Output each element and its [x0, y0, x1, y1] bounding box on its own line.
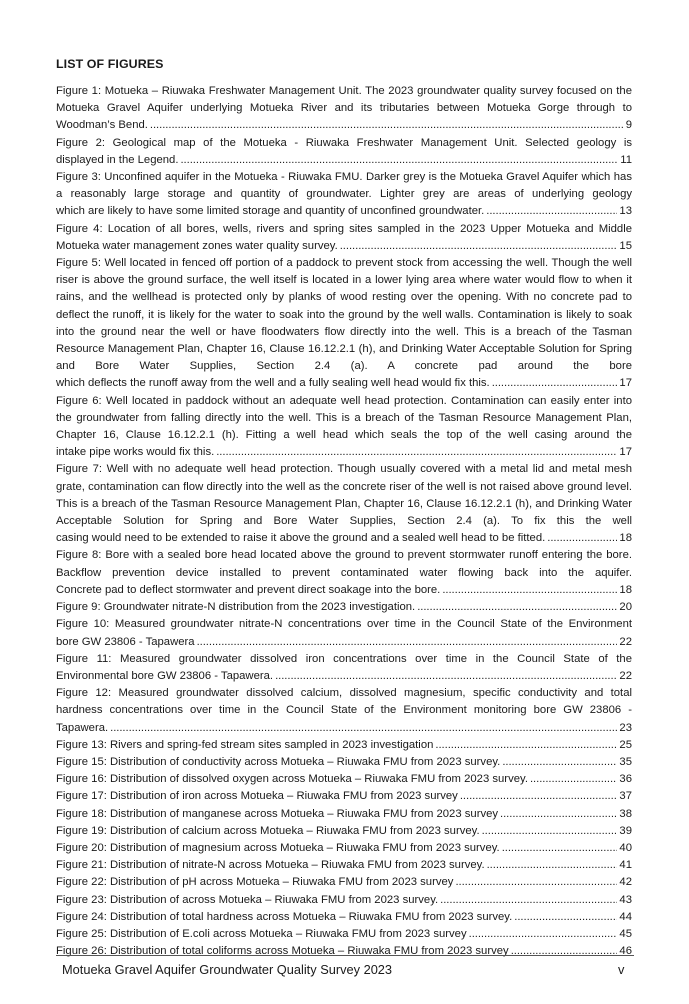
figure-entry-text: Figure 5: Well located in fenced off portion of a paddock to prevent stock from accessing the well. Though the well riser is above the ground surface, the well itself is located in a lower lying area where water would flow to when it rains, and the wellhead is protected only by planks of wood resting over the opening. With no concrete pad to deflect the runoff, it is likely for the water to soak into the ground by the well walls. Contamination is likely to soak into the ground near the well or have floodwaters flow directly into the well. This is a breach of the Tasman Resource Management Plan, Chapter 16, Clause 16.12.2.1 (h), and Drinking Water Acceptable Solution for Spring and Bore Water Supplies, Section 2.4 (a). A concrete pad around the bore [56, 257, 632, 373]
figure-entry-text-end: intake pipe works would fix this. [56, 446, 215, 459]
figure-entry[interactable] [56, 771, 632, 788]
figure-entry-text-end: bore GW 23806 - Tapawera [56, 635, 195, 648]
figure-page-number: 18 [619, 583, 632, 596]
figure-page-number: 42 [619, 876, 632, 889]
figure-entry[interactable] [56, 547, 632, 599]
figure-entry-text: Figure 15: Distribution of conductivity across Motueka – Riuwaka FMU from 2023 survey. [56, 755, 501, 768]
figure-page-number: 39 [619, 824, 632, 837]
figure-page-number: 22 [619, 635, 632, 648]
figure-page-number: 15 [619, 239, 632, 252]
figure-page-number: 36 [619, 773, 632, 786]
figure-entry[interactable] [56, 943, 632, 960]
figure-entry-text-end: Tapawera. [56, 721, 109, 734]
dot-leader [482, 823, 618, 840]
figure-entry-text: Figure 12: Measured groundwater dissolved calcium, dissolved magnesium, specific conductivity and total hardness concentrations over time in the Council State of the Environment monitoring bore GW 23806 - [56, 687, 632, 717]
figure-entry-text: Figure 20: Distribution of magnesium across Motueka – Riuwaka FMU from 2023 survey. [56, 841, 500, 854]
figure-entry[interactable] [56, 393, 632, 462]
figure-entry-text: Figure 6: Well located in paddock without an adequate well head protection. Contamination can easily enter into the groundwater from falling directly into the well. This is a breach of the Tasman Resource Management Plan, Chapter 16, Clause 16.12.2.1 (h). Fitting a well head which seals the top of the well casing around the [56, 394, 632, 442]
figure-entry-text: Figure 10: Measured groundwater nitrate-N concentrations over time in the Council State of the Environment [56, 618, 632, 631]
footer-document-title: Motueka Gravel Aquifer Groundwater Quality Survey 2023 [62, 962, 393, 977]
figure-page-number: 45 [619, 927, 632, 940]
figure-entry[interactable] [56, 806, 632, 823]
dot-leader [460, 788, 618, 805]
list-of-figures-heading: LIST OF FIGURES [56, 57, 164, 71]
figure-entry-text: Figure 18: Distribution of manganese across Motueka – Riuwaka FMU from 2023 survey [56, 807, 499, 820]
figure-entry[interactable] [56, 461, 632, 547]
dot-leader [150, 117, 624, 134]
figure-entry[interactable] [56, 169, 632, 221]
figure-entry[interactable] [56, 737, 632, 754]
dot-leader [197, 634, 618, 651]
dot-leader [275, 668, 617, 685]
figure-page-number: 43 [619, 893, 632, 906]
figure-page-number: 46 [619, 945, 632, 958]
figure-page-number: 25 [619, 738, 632, 751]
figure-entry-text-end: Concrete pad to deflect stormwater and prevent direct soakage into the bore. [56, 583, 441, 596]
figure-entry-text: Figure 19: Distribution of calcium across Motueka – Riuwaka FMU from 2023 survey. [56, 824, 480, 837]
figure-page-number: 18 [619, 532, 632, 545]
figure-entry-text-end: Motueka water management zones water quality survey. [56, 239, 338, 252]
figure-entry-text: Figure 13: Rivers and spring-fed stream sites sampled in 2023 investigation [56, 738, 434, 751]
dot-leader [440, 892, 617, 909]
figure-entry-text: Figure 7: Well with no adequate well head protection. Though usually covered with a metal lid and metal mesh grate, contamination can flow directly into the well as the concrete riser of the well is not raised above ground level. This is a breach of the Tasman Resource Management Plan, Chapter 16, Clause 16.12.2.1 (h), and Drinking Water Acceptable Solution for Spring and Bore Water Supplies, Section 2.4 (a). To fix this the well [56, 463, 632, 528]
dot-leader [514, 909, 617, 926]
figure-entry-text: Figure 11: Measured groundwater dissolved iron concentrations over time in the Council State of the [56, 652, 632, 665]
figure-entry-text: Figure 22: Distribution of pH across Motueka – Riuwaka FMU from 2023 survey [56, 876, 454, 889]
figure-page-number: 9 [625, 119, 632, 132]
figure-entry-text: Figure 21: Distribution of nitrate-N across Motueka – Riuwaka FMU from 2023 survey. [56, 859, 485, 872]
dot-leader [469, 926, 618, 943]
figure-entry[interactable] [56, 823, 632, 840]
dot-leader [502, 840, 618, 857]
figure-entry[interactable] [56, 892, 632, 909]
figure-entry[interactable] [56, 754, 632, 771]
dot-leader [486, 203, 617, 220]
figure-entry-text-end: casing would need to be extended to raise it above the ground and a sealed well head to be fitted. [56, 532, 546, 545]
figure-entry[interactable] [56, 788, 632, 805]
dot-leader [435, 737, 617, 754]
figure-entry[interactable] [56, 599, 632, 616]
figure-entry[interactable] [56, 909, 632, 926]
figure-entry-text-end: Environmental bore GW 23806 - Tapawera. [56, 669, 274, 682]
dot-leader [492, 375, 618, 392]
dot-leader [180, 152, 618, 169]
dot-leader [530, 771, 617, 788]
figure-page-number: 13 [619, 205, 632, 218]
dot-leader [502, 754, 617, 771]
figure-page-number: 40 [619, 841, 632, 854]
figure-entry[interactable] [56, 135, 632, 169]
figure-page-number: 37 [619, 790, 632, 803]
dot-leader [547, 530, 617, 547]
figure-entry-text: Figure 9: Groundwater nitrate-N distribution from the 2023 investigation. [56, 601, 416, 614]
figure-entry[interactable] [56, 255, 632, 393]
figure-entry-text-end: which deflects the runoff away from the well and a fully sealing well head would fix this. [56, 377, 490, 390]
figure-entry-text: Figure 17: Distribution of iron across Motueka – Riuwaka FMU from 2023 survey [56, 790, 458, 803]
dot-leader [340, 238, 618, 255]
figure-entry[interactable] [56, 857, 632, 874]
figure-page-number: 23 [619, 721, 632, 734]
footer-divider [56, 955, 634, 956]
figure-entry-text: Figure 8: Bore with a sealed bore head located above the ground to prevent stormwater runoff entering the bore. Backflow prevention device installed to prevent contaminated water flowing back into the aquifer. [56, 549, 632, 579]
figure-page-number: 20 [619, 601, 632, 614]
figure-page-number: 17 [619, 377, 632, 390]
dot-leader [417, 599, 617, 616]
figure-entry-text: Figure 25: Distribution of E.coli across Motueka – Riuwaka FMU from 2023 survey [56, 927, 467, 940]
figure-entry-text: Figure 3: Unconfined aquifer in the Motueka - Riuwaka FMU. Darker grey is the Motueka Gravel Aquifer which has a reasonably large storage and quantity of groundwater. Lighter grey are areas of underlying geology [56, 171, 632, 201]
figure-entry-text: Figure 26: Distribution of total coliforms across Motueka – Riuwaka FMU from 2023 survey [56, 945, 509, 958]
figure-entry-text: Figure 2: Geological map of the Motueka - Riuwaka Freshwater Management Unit. Selected geology is [56, 136, 632, 149]
figure-page-number: 41 [619, 859, 632, 872]
figure-entry-text: Figure 23: Distribution of across Motueka – Riuwaka FMU from 2023 survey. [56, 893, 439, 906]
figure-entry-text: Figure 4: Location of all bores, wells, rivers and spring sites sampled in the 2023 Upper Motueka and Middle [56, 222, 632, 235]
dot-leader [110, 720, 617, 737]
dot-leader [500, 806, 617, 823]
figure-entry[interactable] [56, 685, 632, 737]
figure-entry-text-end: displayed in the Legend. [56, 153, 179, 166]
figures-list [56, 83, 632, 960]
figure-entry-text-end: Woodman’s Bend. [56, 119, 148, 132]
figure-page-number: 38 [619, 807, 632, 820]
footer-page-number: v [618, 962, 625, 977]
figure-entry[interactable] [56, 651, 632, 685]
figure-page-number: 44 [619, 910, 632, 923]
dot-leader [442, 582, 617, 599]
figure-entry-text-end: which are likely to have some limited storage and quantity of unconfined groundwater. [56, 205, 485, 218]
figure-entry[interactable] [56, 83, 632, 135]
dot-leader [487, 857, 618, 874]
figure-entry[interactable] [56, 840, 632, 857]
figure-entry[interactable] [56, 616, 632, 650]
figure-entry[interactable] [56, 221, 632, 255]
figure-entry-text: Figure 24: Distribution of total hardness across Motueka – Riuwaka FMU from 2023 survey. [56, 910, 513, 923]
figure-entry-text: Figure 16: Distribution of dissolved oxygen across Motueka – Riuwaka FMU from 2023 survey. [56, 773, 528, 786]
dot-leader [216, 444, 617, 461]
figure-entry[interactable] [56, 926, 632, 943]
figure-entry-text: Figure 1: Motueka – Riuwaka Freshwater Management Unit. The 2023 groundwater quality survey focused on the Motueka Gravel Aquifer underlying Motueka River and its tributaries between Motueka Gorge through to [56, 85, 632, 115]
figure-page-number: 17 [619, 446, 632, 459]
figure-entry[interactable] [56, 874, 632, 891]
figure-page-number: 22 [619, 669, 632, 682]
figure-page-number: 11 [620, 153, 632, 166]
figure-page-number: 35 [619, 755, 632, 768]
dot-leader [455, 874, 617, 891]
dot-leader [511, 943, 618, 960]
